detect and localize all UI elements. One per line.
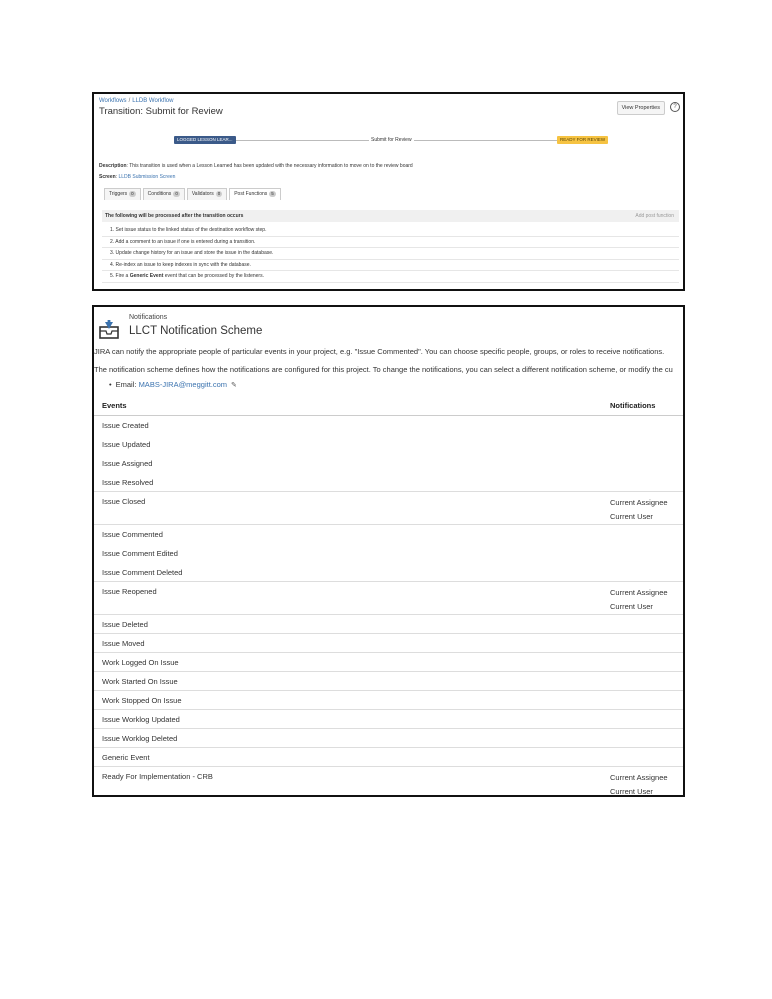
event-row xyxy=(94,710,683,729)
post-function-item: 2. Add a comment to an issue if one is entered during a transition. xyxy=(102,237,679,249)
tab-label: Conditions xyxy=(147,191,172,197)
tab-triggers[interactable] xyxy=(104,188,141,200)
event-row xyxy=(94,672,683,691)
event-row xyxy=(94,748,683,767)
email-line xyxy=(109,380,237,389)
page-title: Transition: Submit for Review xyxy=(99,106,223,117)
notification-recipient: Current Assignee xyxy=(610,498,668,507)
event-row xyxy=(94,416,683,435)
event-name: Issue Worklog Updated xyxy=(102,715,180,724)
notification-recipient: Current Assignee xyxy=(610,773,668,782)
description-text: : This transition is used when a Lesson Learned has been updated with the necessary information to move on to the review board xyxy=(126,163,413,169)
event-name: Issue Comment Edited xyxy=(102,549,178,558)
event-name: Work Logged On Issue xyxy=(102,658,179,667)
tab-post-functions[interactable] xyxy=(229,188,281,200)
scheme-paragraph: The notification scheme defines how the notifications are configured for this project. To change the notifications, you can select a different notification scheme, or modify the cu xyxy=(94,365,673,374)
workflow-transition-panel xyxy=(92,92,685,291)
event-row xyxy=(94,435,683,454)
post-function-item: 1. Set issue status to the linked status of the destination workflow step. xyxy=(102,225,679,237)
post-function-item: 4. Re-index an issue to keep indexes in sync with the database. xyxy=(102,260,679,272)
notification-recipient: Current User xyxy=(610,511,653,521)
tab-label: Validators xyxy=(191,191,214,197)
event-row xyxy=(94,767,683,797)
event-name: Issue Resolved xyxy=(102,478,154,487)
screen-label: Screen xyxy=(99,174,116,180)
post-function-text: 5. Fire a xyxy=(110,273,130,279)
to-status-lozenge: READY FOR REVIEW xyxy=(557,136,608,144)
post-function-event: Generic Event xyxy=(129,273,164,279)
post-function-item: 3. Update change history for an issue and store the issue in the database. xyxy=(102,248,679,260)
post-function-text-rest: event that can be processed by the listeners. xyxy=(163,273,264,279)
breadcrumb-workflows[interactable]: Workflows xyxy=(99,98,127,104)
event-name: Ready For Implementation - CRB xyxy=(102,772,213,781)
event-row xyxy=(94,563,683,582)
tab-validators[interactable] xyxy=(187,188,227,200)
email-link[interactable]: MABS-JIRA@meggitt.com xyxy=(138,380,228,389)
tab-count: 0 xyxy=(217,191,221,196)
post-functions-list xyxy=(102,225,679,283)
event-row xyxy=(94,653,683,672)
notification-scheme-icon xyxy=(99,319,119,339)
tab-count: 0 xyxy=(131,191,134,196)
event-notifications xyxy=(610,496,668,523)
transition-description xyxy=(99,163,413,169)
event-name: Issue Moved xyxy=(102,639,145,648)
post-functions-header-text: The following will be processed after the transition occurs xyxy=(105,213,244,219)
event-row xyxy=(94,634,683,653)
event-row xyxy=(94,729,683,748)
event-name: Issue Commented xyxy=(102,530,163,539)
event-name: Issue Updated xyxy=(102,440,151,449)
events-table-header xyxy=(94,397,683,416)
transition-screen: Screen: LLDB Submission Screen xyxy=(99,174,176,180)
tab-label: Post Functions xyxy=(234,191,268,197)
help-icon[interactable]: ? xyxy=(670,102,680,112)
event-row xyxy=(94,691,683,710)
event-row xyxy=(94,582,683,615)
scheme-title: LLCT Notification Scheme xyxy=(129,325,263,337)
event-row xyxy=(94,492,683,525)
transition-tabs xyxy=(104,188,283,200)
event-row xyxy=(94,525,683,544)
event-name: Issue Comment Deleted xyxy=(102,568,183,577)
breadcrumb-separator: / xyxy=(128,98,131,104)
event-row xyxy=(94,473,683,492)
screen-link[interactable]: LLDB Submission Screen xyxy=(118,174,176,180)
event-name: Work Stopped On Issue xyxy=(102,696,182,705)
event-name: Work Started On Issue xyxy=(102,677,178,686)
events-table-body xyxy=(94,416,683,797)
tab-label: Triggers xyxy=(109,191,128,197)
events-column-header: Events xyxy=(102,401,127,410)
tab-count: 0 xyxy=(175,191,178,196)
post-function-item xyxy=(102,271,679,283)
event-notifications xyxy=(610,586,668,613)
view-properties-button[interactable]: View Properties xyxy=(617,101,665,115)
event-name: Issue Reopened xyxy=(102,587,157,596)
notifications-column-header: Notifications xyxy=(610,401,656,410)
tab-conditions[interactable] xyxy=(143,188,185,200)
event-name: Issue Deleted xyxy=(102,620,148,629)
event-name: Generic Event xyxy=(102,753,150,762)
tab-count: 5 xyxy=(271,191,274,196)
event-name: Issue Worklog Deleted xyxy=(102,734,178,743)
event-row xyxy=(94,615,683,634)
event-row xyxy=(94,454,683,473)
transition-diagram xyxy=(94,134,683,148)
bullet: • xyxy=(109,380,112,389)
post-functions-header xyxy=(102,210,679,222)
description-label: Description xyxy=(99,163,127,169)
from-status-lozenge: LOGGED LESSON LEAR... xyxy=(174,136,236,144)
notifications-label: Notifications xyxy=(129,314,168,321)
breadcrumb xyxy=(99,98,173,104)
transition-label: Submit for Review xyxy=(371,137,412,143)
intro-paragraph: JIRA can notify the appropriate people of particular events in your project, e.g. "Issue Commented". You can choose specific people, groups, or roles to receive notifications. xyxy=(94,347,665,356)
event-notifications xyxy=(610,771,668,797)
email-label: Email: xyxy=(115,380,139,389)
transition-line xyxy=(231,140,598,141)
notification-recipient: Current Assignee xyxy=(610,588,668,597)
event-row xyxy=(94,544,683,563)
breadcrumb-lldb-workflow[interactable]: LLDB Workflow xyxy=(132,98,174,104)
add-post-function-link[interactable]: Add post function xyxy=(635,213,674,219)
event-name: Issue Assigned xyxy=(102,459,153,468)
event-name: Issue Closed xyxy=(102,497,146,506)
notification-recipient: Current User xyxy=(610,601,653,611)
event-name: Issue Created xyxy=(102,421,149,430)
notification-recipient: Current User xyxy=(610,786,653,796)
pencil-icon[interactable]: ✎ xyxy=(231,382,237,389)
notification-scheme-panel xyxy=(92,305,685,797)
